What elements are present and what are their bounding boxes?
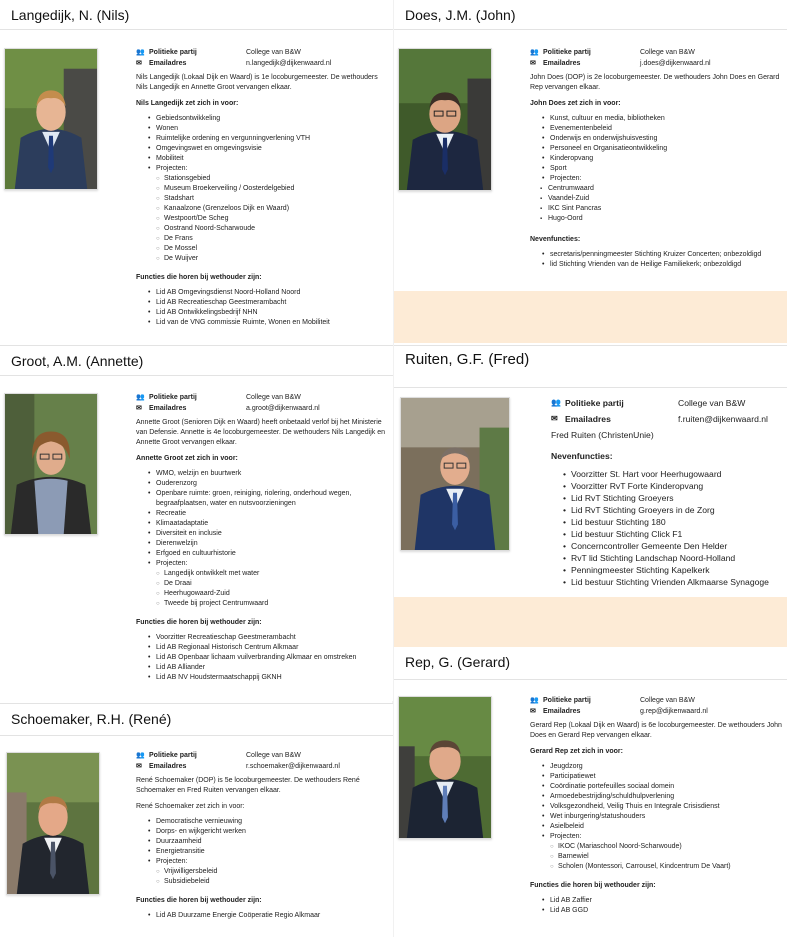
card-schoemaker [0, 703, 393, 937]
functions-list [136, 633, 386, 683]
list-item: • Openbare ruimte: groen, reiniging, riolering, onderhoud wegen, begraafplaatsen, water en nutsvoorzieningen [148, 489, 386, 509]
party-value: College van B&W [640, 49, 695, 56]
person-info [136, 751, 386, 921]
list-item: • Lid AB Recreatieschap Geestmerambacht [148, 298, 386, 308]
portrait-photo [6, 752, 100, 895]
list-item: • Kinderopvang [542, 154, 782, 164]
list-item: • Concerncontroller Gemeente Den Helder [563, 540, 783, 552]
users-icon: 👥 [136, 394, 145, 401]
person-info [530, 696, 782, 916]
email-label: Emailadres [543, 708, 581, 715]
list-item: ○ De Wuijver [156, 254, 386, 264]
list-item: • Erfgoed en cultuurhistorie [148, 549, 386, 559]
person-info [530, 48, 782, 270]
portfolio-heading: John Does zet zich in voor: [530, 100, 621, 107]
section-background [394, 291, 787, 343]
list-item: • Klimaatadaptatie [148, 519, 386, 529]
projects-list [136, 174, 386, 264]
list-item: • Recreatie [148, 509, 386, 519]
list-item: ○ De Frans [156, 234, 386, 244]
party-value: College van B&W [246, 49, 301, 56]
email-link[interactable]: f.ruiten@dijkenwaard.nl [678, 414, 768, 424]
list-item: • Participatiewet [542, 772, 782, 782]
list-item: • Lid van de VNG commissie Ruimte, Wonen en Mobiliteit [148, 318, 386, 328]
list-item: ○ Kanaalzone (Grenzeloos Dijk en Waard) [156, 204, 386, 214]
email-label: Emailadres [149, 405, 187, 412]
portfolio-list [136, 114, 386, 174]
email-link[interactable]: r.schoemaker@dijkenwaard.nl [246, 763, 340, 770]
list-item: • Lid AB NV Houdstermaatschappij GKNH [148, 673, 386, 683]
intro-text: Gerard Rep (Lokaal Dijk en Waard) is 6e locoburgemeester. De wethouders John Does en Gerard Rep vervangen elkaar. [530, 722, 782, 739]
users-icon: 👥 [530, 49, 539, 56]
email-label: Emailadres [543, 60, 581, 67]
party-value: College van B&W [246, 394, 301, 401]
intro-text: Nils Langedijk (Lokaal Dijk en Waard) is 1e locoburgemeester. De wethouders Nils Langedijk en Annette Groot vervangen elkaar. [136, 74, 378, 91]
card-heading: Rep, G. (Gerard) [394, 647, 787, 680]
section-background [394, 597, 787, 647]
list-item: ○ Tweede bij project Centrumwaard [156, 599, 386, 609]
list-item: • RvT lid Stichting Landschap Noord-Holland [563, 552, 783, 564]
portfolio-heading: Annette Groot zet zich in voor: [136, 455, 238, 462]
functions-list [530, 250, 782, 270]
list-item: • Lid AB Alliander [148, 663, 386, 673]
list-item: • Lid AB Regionaal Historisch Centrum Alkmaar [148, 643, 386, 653]
list-item: ▪ IKC Sint Pancras [540, 204, 782, 214]
list-item: • Dorps- en wijkgericht werken [148, 827, 386, 837]
envelope-icon: ✉ [136, 763, 142, 770]
list-item: • Personeel en Organisatieontwikkeling [542, 144, 782, 154]
functions-list [136, 911, 386, 921]
party-row [136, 48, 386, 58]
envelope-icon: ✉ [136, 405, 142, 412]
list-item: • WMO, welzijn en buurtwerk [148, 469, 386, 479]
list-item: ○ Langedijk ontwikkelt met water [156, 569, 386, 579]
list-item: ○ Westpoort/De Scheg [156, 214, 386, 224]
list-item: • Projecten: [148, 164, 386, 174]
list-item: ○ Barnewiel [550, 852, 782, 862]
projects-list [530, 842, 782, 872]
email-link[interactable]: g.rep@dijkenwaard.nl [640, 708, 708, 715]
users-icon: 👥 [530, 697, 539, 704]
list-item: • Lid AB Omgevingsdienst Noord-Holland Noord [148, 288, 386, 298]
functions-list [136, 288, 386, 328]
list-item: • Volksgezondheid, Veilig Thuis en Integrale Crisisdienst [542, 802, 782, 812]
list-item: • Penningmeester Stichting Kapelkerk [563, 564, 783, 576]
projects-list [136, 569, 386, 609]
list-item: • Wet inburgering/statushouders [542, 812, 782, 822]
list-item: • Projecten: [542, 174, 782, 184]
party-row [551, 397, 783, 409]
portrait-photo [4, 393, 98, 535]
envelope-icon: ✉ [530, 708, 536, 715]
list-item: • Voorzitter St. Hart voor Heerhugowaard [563, 468, 783, 480]
envelope-icon: ✉ [136, 60, 142, 67]
list-item: • Ruimtelijke ordening en vergunningverlening VTH [148, 134, 386, 144]
list-item: ▪ Centrumwaard [540, 184, 782, 194]
portrait-photo [398, 48, 492, 191]
party-value: College van B&W [678, 398, 746, 408]
party-row [530, 48, 782, 58]
list-item: • Diversiteit en inclusie [148, 529, 386, 539]
portfolio-heading: Gerard Rep zet zich in voor: [530, 748, 623, 755]
portrait-photo [4, 48, 98, 190]
list-item: • Democratische vernieuwing [148, 817, 386, 827]
list-item: • Omgevingswet en omgevingsvisie [148, 144, 386, 154]
party-row [136, 751, 386, 761]
list-item: • Voorzitter Recreatieschap Geestmerambacht [148, 633, 386, 643]
portfolio-heading: Nils Langedijk zet zich in voor: [136, 100, 239, 107]
list-item: • Lid AB Duurzame Energie Coöperatie Regio Alkmaar [148, 911, 386, 921]
party-label: Politieke partij [543, 697, 591, 704]
envelope-icon: ✉ [530, 60, 536, 67]
card-langedijk [0, 0, 393, 345]
email-link[interactable]: j.does@dijkenwaard.nl [640, 60, 711, 67]
list-item: • Onderwijs en onderwijshuisvesting [542, 134, 782, 144]
card-heading: Schoemaker, R.H. (René) [0, 704, 393, 736]
list-item: ▪ Hugo-Oord [540, 214, 782, 224]
person-info [136, 393, 386, 683]
functions-list [530, 896, 782, 916]
email-row [136, 404, 386, 414]
projects-list [136, 867, 386, 887]
email-row [530, 707, 782, 717]
envelope-icon: ✉ [551, 414, 558, 423]
list-item: ○ Heerhugowaard-Zuid [156, 589, 386, 599]
list-item: • Gebiedsontwikkeling [148, 114, 386, 124]
portrait-photo [400, 397, 510, 551]
email-label: Emailadres [565, 414, 611, 424]
portfolio-list [530, 114, 782, 184]
email-row [136, 59, 386, 69]
party-row [530, 696, 782, 706]
card-heading: Does, J.M. (John) [394, 0, 787, 30]
list-item: ○ Scholen (Montessori, Carrousel, Kindcentrum De Vaart) [550, 862, 782, 872]
card-groot [0, 345, 393, 701]
functions-heading: Functies die horen bij wethouder zijn: [136, 619, 262, 626]
list-item: • Dierenwelzijn [148, 539, 386, 549]
email-row [551, 413, 783, 425]
list-item: • Lid AB Openbaar lichaam vuilverbranding Alkmaar en omstreken [148, 653, 386, 663]
list-item: ○ Museum Broekerveiling / Oosterdelgebied [156, 184, 386, 194]
email-row [530, 59, 782, 69]
list-item: • Lid AB Zaffier [542, 896, 782, 906]
party-label: Politieke partij [565, 398, 624, 408]
list-item: • Lid bestuur Stichting Vrienden Alkmaarse Synagoge [563, 576, 783, 588]
email-link[interactable]: a.groot@dijkenwaard.nl [246, 405, 320, 412]
intro-text: Fred Ruiten (ChristenUnie) [551, 430, 654, 440]
list-item: • Voorzitter RvT Forte Kinderopvang [563, 480, 783, 492]
list-item: • Jeugdzorg [542, 762, 782, 772]
list-item: • Energietransitie [148, 847, 386, 857]
party-label: Politieke partij [149, 752, 197, 759]
card-heading: Ruiten, G.F. (Fred) [394, 346, 787, 388]
list-item: ○ De Draai [156, 579, 386, 589]
email-label: Emailadres [149, 763, 187, 770]
email-link[interactable]: n.langedijk@dijkenwaard.nl [246, 60, 332, 67]
email-row [136, 762, 386, 772]
intro-text: John Does (DOP) is 2e locoburgemeester. De wethouders John Does en Gerard Rep vervangen elkaar. [530, 74, 780, 91]
functions-list [551, 468, 783, 588]
list-item: • lid Stichting Vrienden van de Heilige Familiekerk; onbezoldigd [542, 260, 782, 270]
party-row [136, 393, 386, 403]
list-item: ○ Oostrand Noord-Scharwoude [156, 224, 386, 234]
intro-text: Annette Groot (Senioren Dijk en Waard) heeft onbetaald verlof bij het Ministerie van Defensie. Annette is 4e locoburgemeester. De wethouders Nils Langedijk en Annette Groot vervangen elkaar. [136, 419, 386, 446]
list-item: • Armoedebestrijding/schuldhulpverlening [542, 792, 782, 802]
portrait-photo [398, 696, 492, 839]
list-item: • secretaris/penningmeester Stichting Kruizer Concerten; onbezoldigd [542, 250, 782, 260]
person-info [551, 397, 783, 588]
portfolio-heading: René Schoemaker zet zich in voor: [136, 803, 245, 810]
functions-heading: Nevenfuncties: [530, 236, 581, 243]
users-icon: 👥 [136, 752, 145, 759]
portfolio-list [136, 469, 386, 569]
list-item: ○ Vrijwilligersbeleid [156, 867, 386, 877]
card-heading: Langedijk, N. (Nils) [0, 0, 393, 30]
party-value: College van B&W [640, 697, 695, 704]
list-item: • Wonen [148, 124, 386, 134]
functions-heading: Functies die horen bij wethouder zijn: [136, 274, 262, 281]
portfolio-list [136, 817, 386, 867]
list-item: • Projecten: [148, 857, 386, 867]
functions-heading: Functies die horen bij wethouder zijn: [530, 882, 656, 889]
party-label: Politieke partij [149, 394, 197, 401]
list-item: ○ Subsidiebeleid [156, 877, 386, 887]
card-rep [394, 647, 787, 937]
list-item: • Lid RvT Stichting Groeyers [563, 492, 783, 504]
list-item: • Projecten: [148, 559, 386, 569]
list-item: • Kunst, cultuur en media, bibliotheken [542, 114, 782, 124]
list-item: • Lid AB GGD [542, 906, 782, 916]
party-value: College van B&W [246, 752, 301, 759]
list-item: • Coördinatie portefeuilles sociaal domein [542, 782, 782, 792]
list-item: • Duurzaamheid [148, 837, 386, 847]
list-item: ▪ Vaandel-Zuid [540, 194, 782, 204]
list-item: • Evenementenbeleid [542, 124, 782, 134]
users-icon: 👥 [136, 49, 145, 56]
list-item: ○ IKOC (Mariaschool Noord-Scharwoude) [550, 842, 782, 852]
list-item: • Asielbeleid [542, 822, 782, 832]
portfolio-list [530, 762, 782, 842]
email-label: Emailadres [149, 60, 187, 67]
list-item: • Lid AB Ontwikkelingsbedrijf NHN [148, 308, 386, 318]
party-label: Politieke partij [149, 49, 197, 56]
card-heading: Groot, A.M. (Annette) [0, 346, 393, 376]
list-item: • Lid bestuur Stichting Click F1 [563, 528, 783, 540]
list-item: • Projecten: [542, 832, 782, 842]
person-info [136, 48, 386, 328]
list-item: • Lid RvT Stichting Groeyers in de Zorg [563, 504, 783, 516]
projects-list [530, 184, 782, 224]
users-icon: 👥 [551, 398, 561, 407]
list-item: • Ouderenzorg [148, 479, 386, 489]
list-item: ○ Stationsgebied [156, 174, 386, 184]
intro-text: René Schoemaker (DOP) is 5e locoburgemeester. De wethouders René Schoemaker en Fred Ruiten vervangen elkaar. [136, 777, 360, 794]
party-label: Politieke partij [543, 49, 591, 56]
list-item: • Mobiliteit [148, 154, 386, 164]
list-item: ○ De Mossel [156, 244, 386, 254]
list-item: ○ Stadshart [156, 194, 386, 204]
functions-heading: Nevenfuncties: [551, 451, 613, 461]
list-item: • Lid bestuur Stichting 180 [563, 516, 783, 528]
functions-heading: Functies die horen bij wethouder zijn: [136, 897, 262, 904]
list-item: • Sport [542, 164, 782, 174]
